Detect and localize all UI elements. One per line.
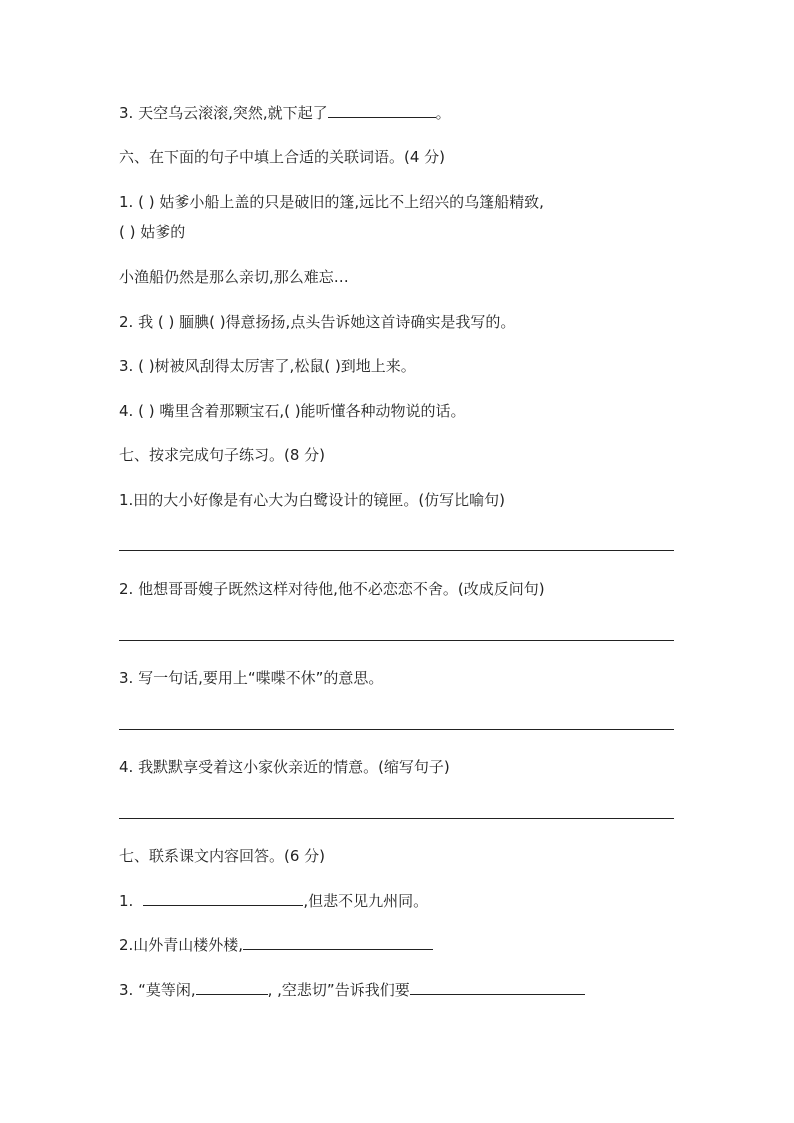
- answer-blank[interactable]: [410, 980, 585, 995]
- s6-item-1-line-1: 1. ( ) 姑爹小船上盖的只是破旧的篷,远比不上绍兴的乌篷船精致,: [119, 193, 544, 211]
- answer-blank[interactable]: [243, 935, 433, 950]
- answer-blank[interactable]: [196, 980, 268, 995]
- q5-item-3: [119, 103, 451, 123]
- answer-blank[interactable]: [328, 103, 436, 118]
- section-8-heading: 七、联系课文内容回答。(6 分): [119, 847, 326, 865]
- s8-item-1-text: ,但悲不见九州同。: [303, 892, 429, 910]
- section-6-heading: 六、在下面的句子中填上合适的关联词语。(4 分): [119, 148, 446, 166]
- section-7-heading: 七、按求完成句子练习。(8 分): [119, 446, 326, 464]
- s6-item-2: 2. 我 ( ) 腼腆( )得意扬扬,点头告诉她这首诗确实是我写的。: [119, 313, 516, 331]
- q5-item-3-end: 。: [435, 104, 451, 122]
- answer-line-4[interactable]: [119, 818, 674, 819]
- answer-line-3[interactable]: [119, 729, 674, 730]
- s8-item-3: [119, 980, 585, 1000]
- s8-item-2-text: 2.山外青山楼外楼,: [119, 936, 244, 954]
- answer-blank[interactable]: [143, 891, 303, 906]
- s7-item-3: 3. 写一句话,要用上“喋喋不休”的意思。: [119, 669, 384, 687]
- s6-item-1-line-2: ( ) 姑爹的: [119, 223, 186, 241]
- s6-item-1-line-3: 小渔船仍然是那么亲切,那么难忘…: [119, 268, 349, 286]
- s7-item-4: 4. 我默默享受着这小家伙亲近的情意。(缩写句子): [119, 758, 450, 776]
- s8-item-3-text-a: 3. “莫等闲,: [119, 981, 196, 999]
- s8-item-2: [119, 935, 433, 955]
- answer-line-2[interactable]: [119, 640, 674, 641]
- answer-line-1[interactable]: [119, 550, 674, 551]
- s7-item-2: 2. 他想哥哥嫂子既然这样对待他,他不必恋恋不舍。(改成反问句): [119, 580, 545, 598]
- s8-item-1: [119, 891, 428, 911]
- s6-item-4: 4. ( ) 嘴里含着那颗宝石,( )能听懂各种动物说的话。: [119, 402, 466, 420]
- s7-item-1: 1.田的大小好像是有心大为白鹭设计的镜匣。(仿写比喻句): [119, 491, 506, 509]
- s8-item-1-number: 1.: [119, 892, 134, 910]
- s6-item-3: 3. ( )树被风刮得太厉害了,松鼠( )到地上来。: [119, 357, 416, 375]
- s8-item-3-text-b: , ,空悲切”告诉我们要: [267, 981, 410, 999]
- q5-item-3-text: 3. 天空乌云滚滚,突然,就下起了: [119, 104, 328, 122]
